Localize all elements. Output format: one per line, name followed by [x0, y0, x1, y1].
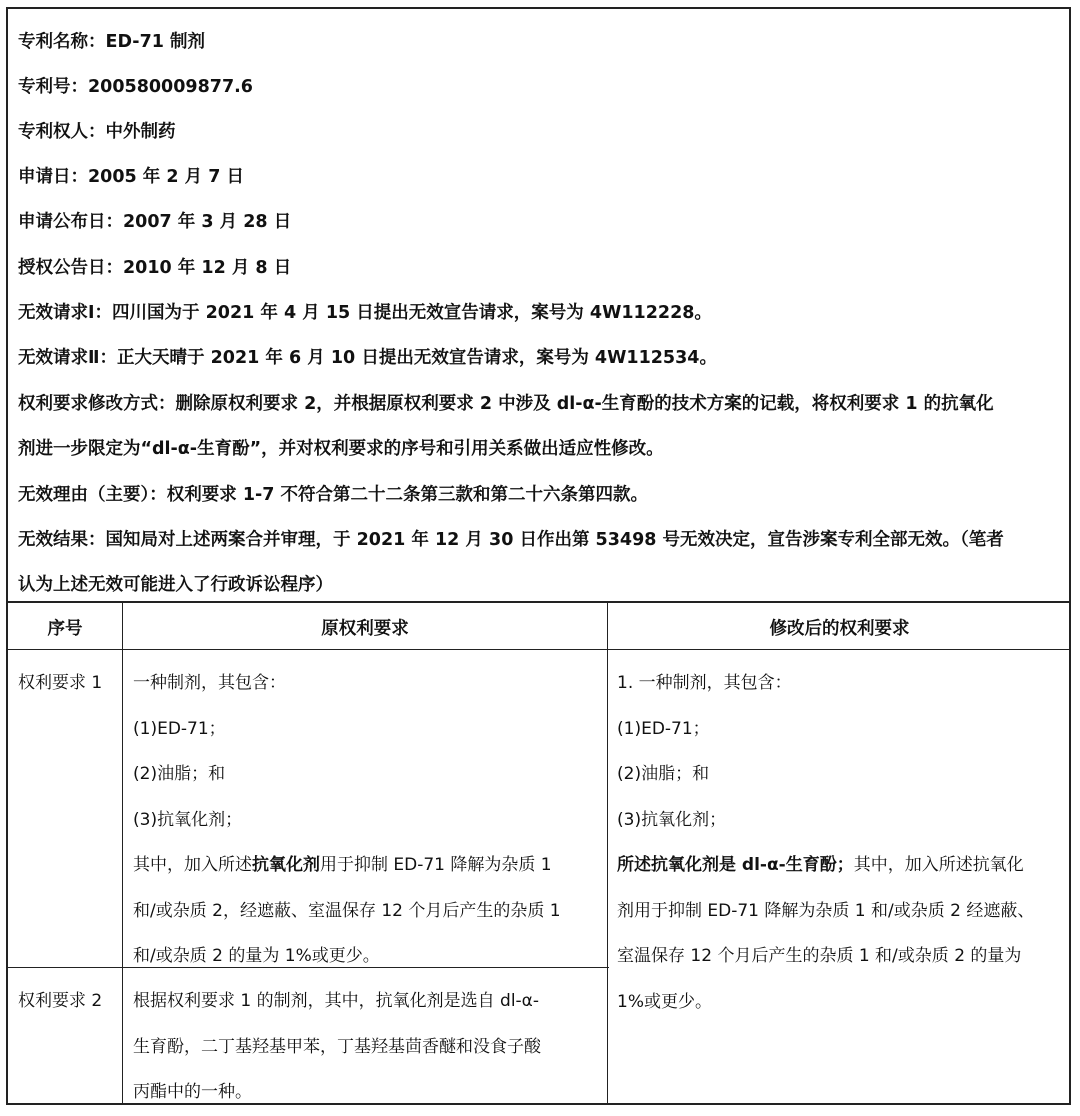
claim-line: (1)ED-71； — [133, 718, 226, 739]
claim-text: 其中，加入所述抗氧化 — [853, 855, 1024, 875]
patent-owner: 专利权人：中外制药 — [18, 122, 176, 142]
header-original-claims: 原权利要求 — [321, 619, 409, 639]
claim-line — [133, 843, 603, 889]
invalidation-request-1: 无效请求Ⅰ：四川国为于 2021 年 4 月 15 日提出无效宣告请求，案号为 4W112228。 — [18, 303, 712, 323]
header-modified-claims: 修改后的权利要求 — [769, 619, 910, 639]
patent-name: 专利名称：ED-71 制剂 — [18, 32, 206, 52]
row-label-claim-2: 权利要求 2 — [18, 991, 103, 1011]
claim-line: (2)油脂；和 — [617, 764, 710, 784]
grant-date: 授权公告日：2010 年 12 月 8 日 — [18, 258, 292, 278]
invalidation-result-line-2: 认为上述无效可能进入了行政诉讼程序） — [18, 575, 333, 595]
amendment-method-line-2: 剂进一步限定为“dl-α-生育酚”，并对权利要求的序号和引用关系做出适应性修改。 — [18, 439, 664, 459]
claim-line: 根据权利要求 1 的制剂，其中，抗氧化剂是选自 dl-α- — [133, 991, 540, 1011]
claim-line: 丙酯中的一种。 — [133, 1082, 252, 1102]
claim-line: 和/或杂质 2 的量为 1%或更少。 — [133, 946, 380, 966]
original-claim-1 — [133, 661, 603, 980]
claim-line: 和/或杂质 2，经遮蔽、室温保存 12 个月后产生的杂质 1 — [133, 900, 561, 921]
publication-date: 申请公布日：2007 年 3 月 28 日 — [18, 212, 292, 232]
claim-line: 剂用于抑制 ED-71 降解为杂质 1 和/或杂质 2 经遮蔽、 — [617, 900, 1035, 921]
header-index: 序号 — [47, 619, 83, 639]
claim-line: 室温保存 12 个月后产生的杂质 1 和/或杂质 2 的量为 — [617, 946, 1022, 966]
claim-line: 1%或更少。 — [617, 991, 712, 1012]
patent-document — [6, 7, 1071, 1105]
section-divider — [8, 601, 1069, 603]
claim-text: 其中，加入所述 — [133, 855, 252, 875]
claim-line: 一种制剂，其包含： — [133, 673, 286, 693]
patent-info-section — [8, 9, 1069, 601]
claim-text: 用于抑制 ED-71 降解为杂质 1 — [320, 855, 552, 875]
column-divider — [607, 603, 608, 1103]
claim-emphasis: 所述抗氧化剂是 dl-α-生育酚； — [617, 855, 854, 875]
column-divider — [122, 603, 123, 1103]
claim-line: 1. 一种制剂，其包含： — [617, 673, 792, 693]
claim-line: (3)抗氧化剂； — [133, 809, 243, 830]
claim-line: 生育酚，二丁基羟基甲苯，丁基羟基茴香醚和没食子酸 — [133, 1036, 541, 1057]
row-label-claim-1: 权利要求 1 — [18, 673, 103, 693]
claim-line — [617, 843, 1067, 889]
claim-line: (2)油脂；和 — [133, 764, 226, 784]
claim-emphasis: 抗氧化剂 — [252, 855, 320, 875]
claim-line: (3)抗氧化剂； — [617, 809, 727, 830]
original-claim-2 — [133, 979, 603, 1116]
claim-line: (1)ED-71； — [617, 718, 710, 739]
filing-date: 申请日：2005 年 2 月 7 日 — [18, 167, 245, 187]
invalidation-request-2: 无效请求Ⅱ：正大天晴于 2021 年 6 月 10 日提出无效宣告请求，案号为 4W112534。 — [18, 348, 717, 368]
amendment-method-line-1: 权利要求修改方式：删除原权利要求 2，并根据原权利要求 2 中涉及 dl-α-生育酚的技术方案的记载，将权利要求 1 的抗氧化 — [18, 394, 994, 414]
patent-number: 专利号：200580009877.6 — [18, 77, 253, 97]
modified-claim-1 — [617, 661, 1067, 1025]
invalidation-result-line-1: 无效结果：国知局对上述两案合并审理，于 2021 年 12 月 30 日作出第 53498 号无效决定，宣告涉案专利全部无效。（笔者 — [18, 530, 1004, 550]
invalidation-reason: 无效理由（主要）：权利要求 1-7 不符合第二十二条第三款和第二十六条第四款。 — [18, 485, 649, 505]
